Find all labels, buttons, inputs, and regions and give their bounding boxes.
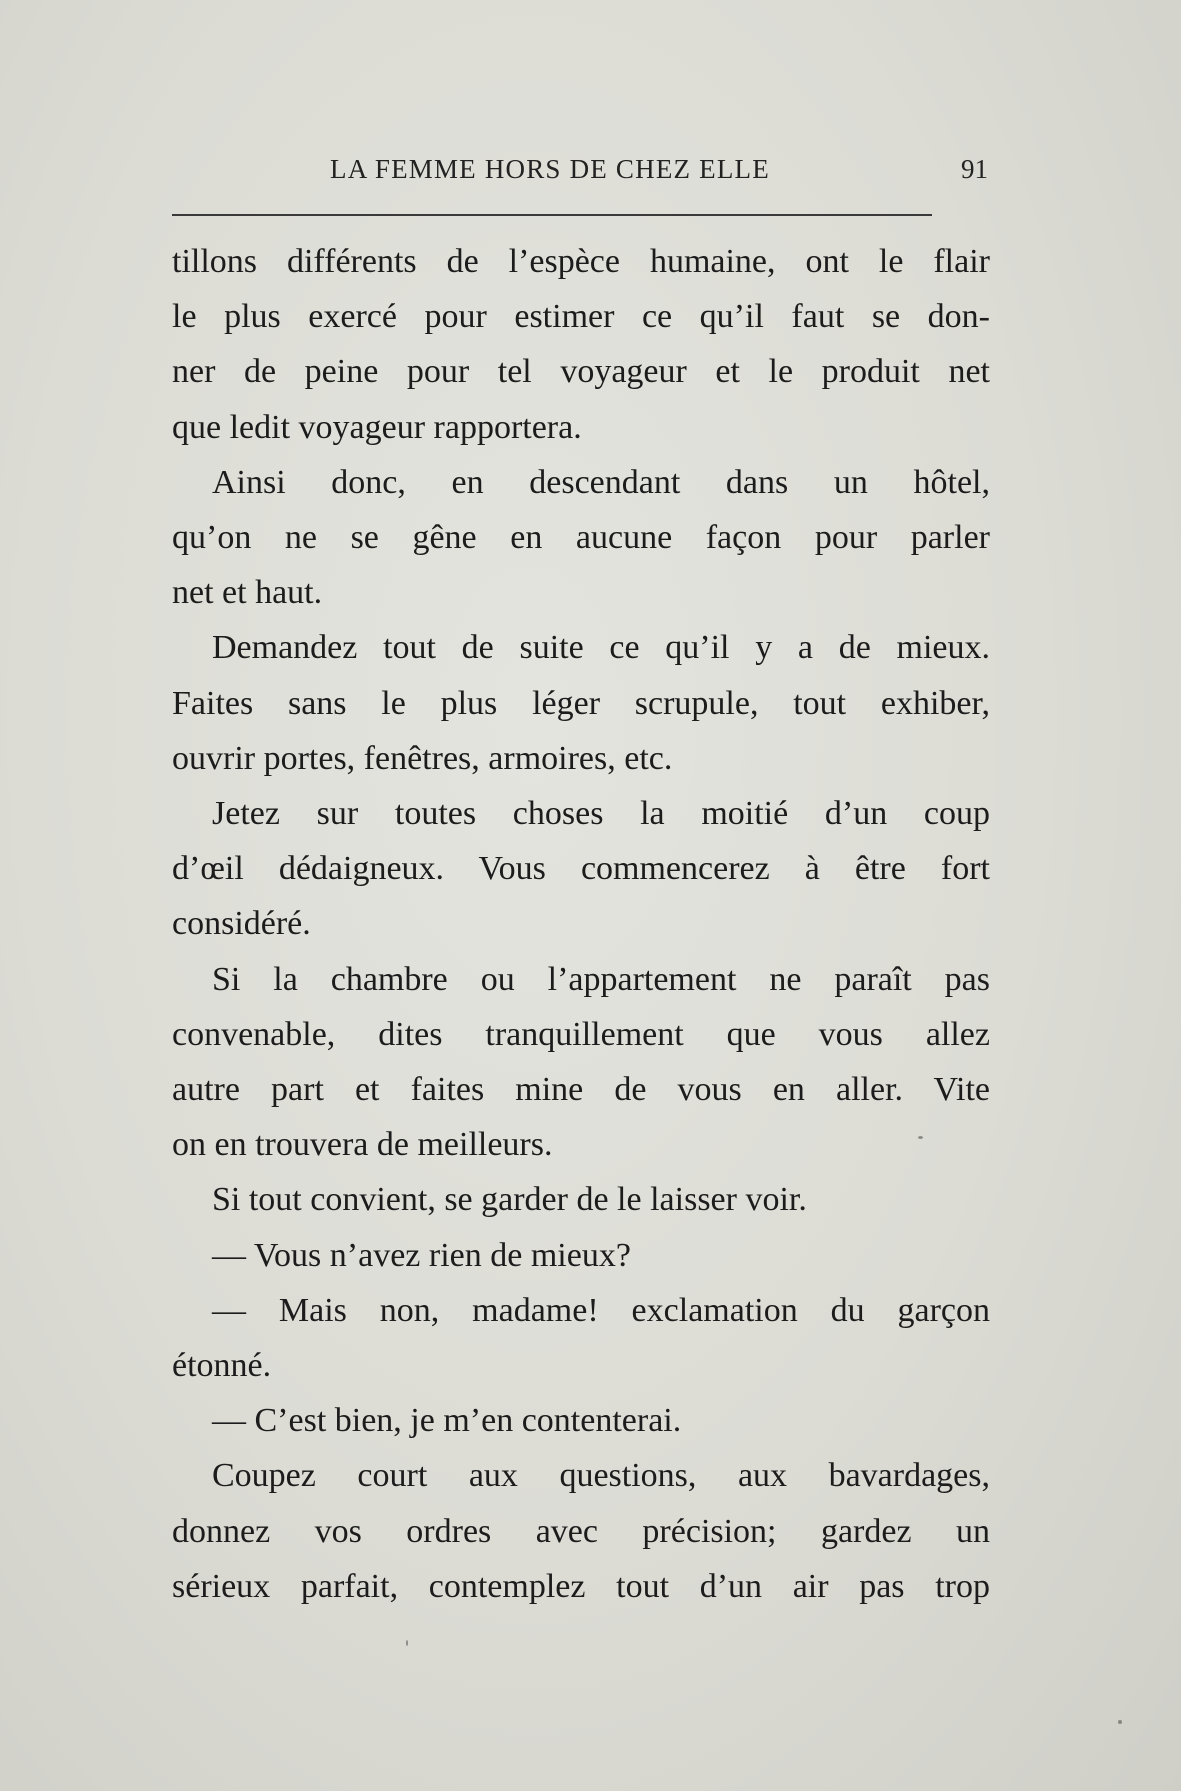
- paragraph: [172, 234, 990, 455]
- running-title: LA FEMME HORS DE CHEZ ELLE: [330, 154, 770, 184]
- text-line: que ledit voyageur rapportera.: [172, 408, 582, 446]
- text-line: Demandez tout de suite ce qu’il y a de mieux.: [212, 629, 990, 667]
- text-line: net et haut.: [172, 574, 323, 612]
- text-line: on en trouvera de meilleurs.: [172, 1126, 553, 1164]
- text-line: donnez vos ordres avec précision; gardez un: [172, 1512, 990, 1550]
- text-line: qu’on ne se gêne en aucune façon pour parler: [172, 519, 990, 557]
- text-line: le plus exercé pour estimer ce qu’il faut se don-: [172, 298, 990, 336]
- page-number: 91: [961, 154, 988, 184]
- text-line: sérieux parfait, contemplez tout d’un air pas trop: [172, 1567, 990, 1605]
- paper-speck: [406, 1640, 408, 1646]
- text-line: — Vous n’avez rien de mieux?: [212, 1236, 631, 1274]
- paragraph: [172, 1228, 990, 1283]
- text-line: Coupez court aux questions, aux bavardages,: [212, 1457, 990, 1495]
- text-line: ouvrir portes, fenêtres, armoires, etc.: [172, 739, 673, 777]
- text-line: tillons différents de l’espèce humaine, ont le flair: [172, 243, 990, 280]
- text-line: Faites sans le plus léger scrupule, tout exhiber,: [172, 684, 990, 722]
- text-line: étonné.: [172, 1347, 272, 1385]
- text-line: d’œil dédaigneux. Vous commencerez à être fort: [172, 850, 990, 888]
- text-line: autre part et faites mine de vous en aller. Vite: [172, 1071, 990, 1109]
- paragraph: [172, 455, 990, 621]
- paper-speck: [918, 1136, 923, 1139]
- paragraph: [172, 786, 990, 952]
- paper-speck: [1118, 1720, 1122, 1724]
- text-line: convenable, dites tranquillement que vous allez: [172, 1015, 990, 1053]
- text-line: — C’est bien, je m’en contenterai.: [212, 1402, 682, 1440]
- running-head: [172, 154, 1032, 194]
- body-text: [172, 234, 990, 1614]
- text-line: Ainsi donc, en descendant dans un hôtel,: [212, 463, 990, 501]
- text-line: Jetez sur toutes choses la moitié d’un coup: [212, 795, 990, 833]
- text-line: Si la chambre ou l’appartement ne paraît pas: [212, 960, 990, 998]
- paragraph: [172, 620, 990, 786]
- text-line: considéré.: [172, 905, 311, 943]
- paragraph: [172, 1172, 990, 1227]
- text-line: ner de peine pour tel voyageur et le produit net: [172, 353, 990, 391]
- header-rule: [172, 214, 932, 216]
- text-line: — Mais non, madame! exclamation du garçon: [212, 1291, 990, 1329]
- paragraph: [172, 952, 990, 1173]
- paragraph: [172, 1283, 990, 1393]
- paragraph: [172, 1448, 990, 1614]
- paragraph: [172, 1393, 990, 1448]
- text-line: Si tout convient, se garder de le laisser voir.: [212, 1181, 807, 1219]
